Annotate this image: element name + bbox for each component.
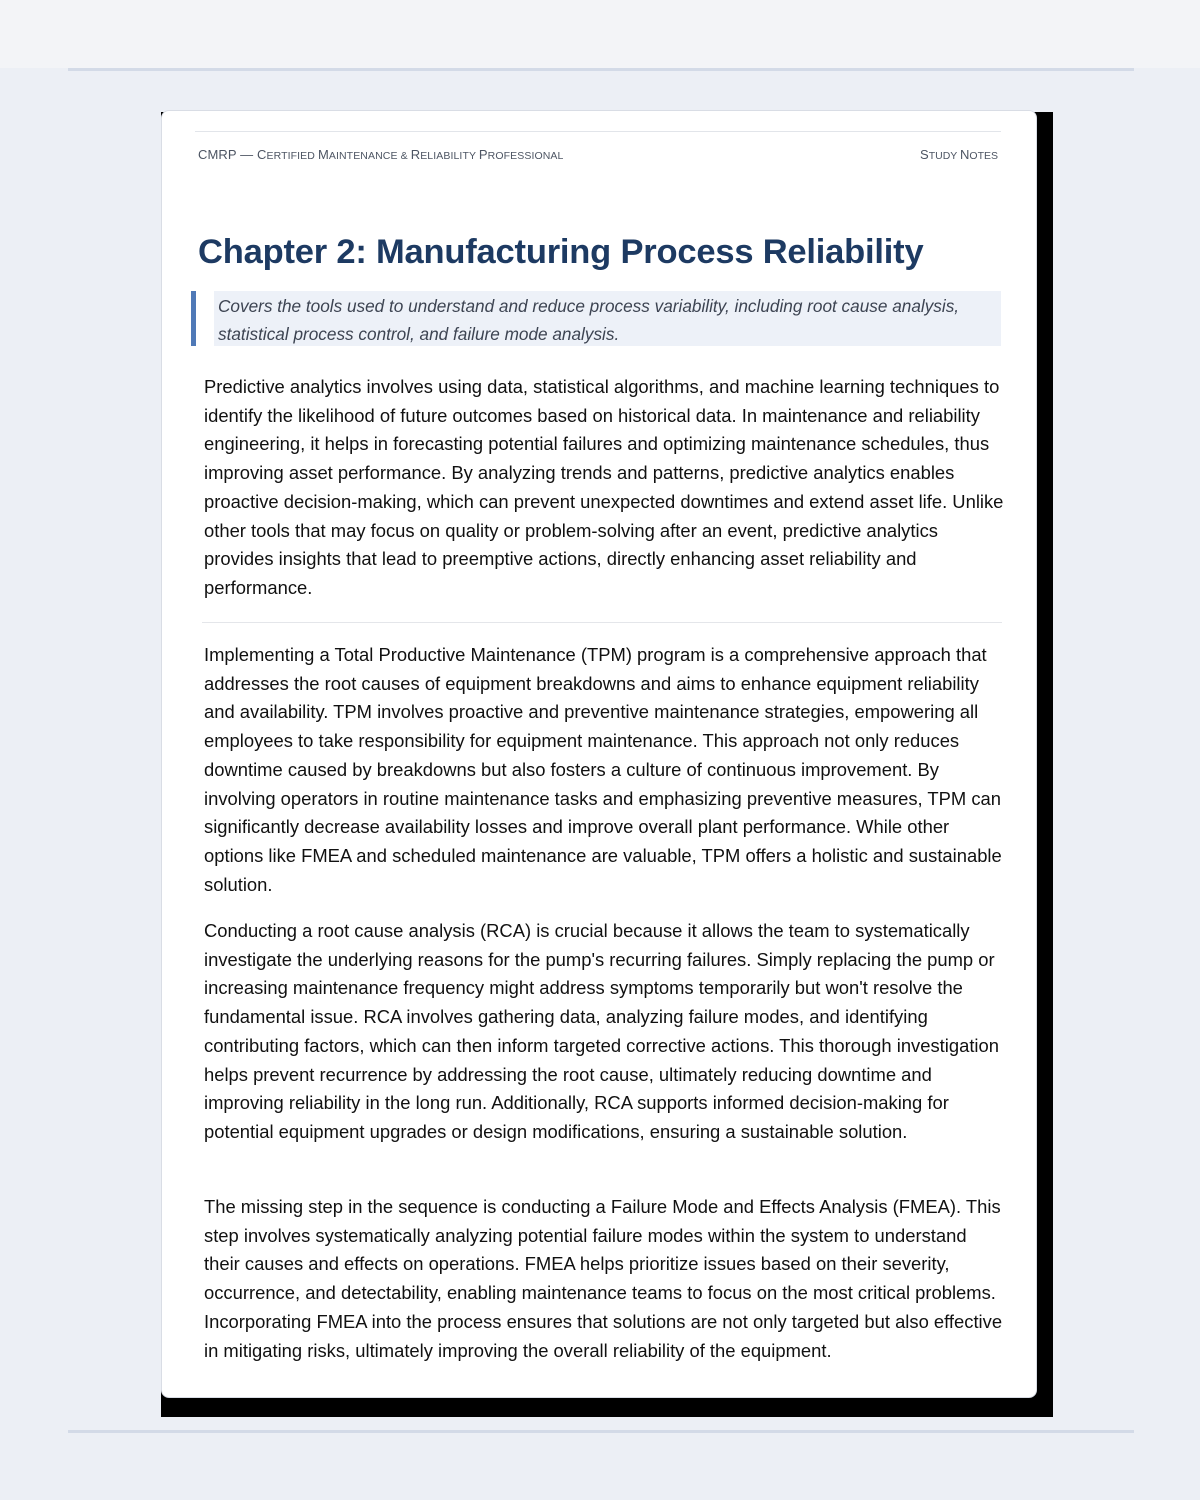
header-right-word-1: TUDY	[928, 150, 961, 162]
header-cap-4: P	[478, 147, 488, 162]
chapter-abstract: Covers the tools used to understand and reduce process variability, including root cause analysis, statistical process control, and failure mode analysis.	[214, 291, 1001, 346]
header-cap-3: R	[410, 147, 421, 162]
header-right-cap-2: N	[960, 147, 970, 162]
top-rule	[68, 68, 1134, 71]
chapter-title: Chapter 2: Manufacturing Process Reliability	[198, 233, 924, 271]
header-cap-1: C	[256, 147, 267, 162]
header-prefix: CMRP —	[198, 147, 257, 162]
paragraph-tpm: Implementing a Total Productive Maintenance (TPM) program is a comprehensive approach that addresses the root causes of equipment breakdowns and aims to enhance equipment reliability and availability. TPM involves proactive and preventive maintenance strategies, empowering all employees to take responsibility for equipment maintenance. This approach not only reduces downtime caused by breakdowns but also fosters a culture of continuous improvement. By involving operators in routine maintenance tasks and emphasizing preventive measures, TPM can significantly decrease availability losses and improve overall plant performance. While other options like FMEA and scheduled maintenance are valuable, TPM offers a holistic and sustainable solution.	[204, 644, 1002, 895]
paragraph-fmea: The missing step in the sequence is conducting a Failure Mode and Effects Analysis (FMEA). This step involves systematically analyzing potential failure modes within the system to understand their causes and effects on operations. FMEA helps prioritize issues based on their severity, occurrence, and detectability, enabling maintenance teams to focus on the most critical problems. Incorporating FMEA into the process ensures that solutions are not only targeted but also effective in mitigating risks, ultimately improving the overall reliability of the equipment.	[204, 1196, 1003, 1361]
bottom-rule	[68, 1430, 1134, 1433]
top-band	[0, 0, 1200, 68]
header-right-word-2: OTES	[969, 150, 998, 162]
header-right-cap-1: S	[920, 147, 929, 162]
header-cap-2: M	[317, 147, 329, 162]
running-header-right	[920, 147, 998, 162]
paragraph-rca: Conducting a root cause analysis (RCA) is crucial because it allows the team to systematically investigate the underlying reasons for the pump's recurring failures. Simply replacing the pump or increasing maintenance frequency might address symptoms temporarily but won't resolve the fundamental issue. RCA involves gathering data, analyzing failure modes, and identifying contributing factors, which can then inform targeted corrective actions. This thorough investigation helps prevent recurrence by addressing the root cause, ultimately reducing downtime and improving reliability in the long run. Additionally, RCA supports informed decision-making for potential equipment upgrades or design modifications, ensuring a sustainable solution.	[204, 920, 999, 1142]
header-word-3: ELIABILITY	[420, 150, 479, 162]
header-word-1: ERTIFIED	[266, 150, 318, 162]
paragraph-predictive-analytics: Predictive analytics involves using data, statistical algorithms, and machine learning techniques to identify the likelihood of future outcomes based on historical data. In maintenance and reliability engineering, it helps in forecasting potential failures and optimizing maintenance schedules, thus improving asset performance. By analyzing trends and patterns, predictive analytics enables proactive decision-making, which can prevent unexpected downtimes and extend asset life. Unlike other tools that may focus on quality or problem-solving after an event, predictive analytics provides insights that lead to preemptive actions, directly enhancing asset reliability and performance.	[204, 376, 1004, 598]
document-page	[161, 110, 1037, 1398]
running-header-left	[198, 147, 563, 162]
section-divider	[202, 622, 1002, 623]
header-rule	[195, 131, 1001, 132]
header-word-2: AINTENANCE &	[328, 150, 411, 162]
abstract-accent-bar	[191, 291, 196, 346]
header-word-4: ROFESSIONAL	[487, 150, 564, 162]
